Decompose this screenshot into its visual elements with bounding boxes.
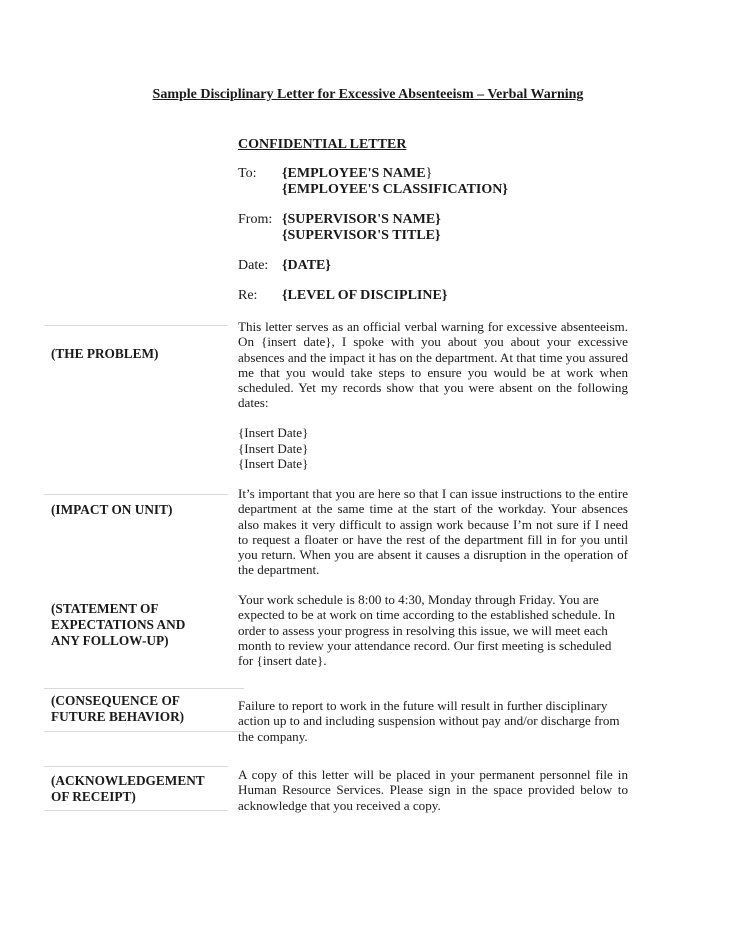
letter-title: Sample Disciplinary Letter for Excessive Absenteeism – Verbal Warning bbox=[152, 87, 584, 102]
discipline-level: {LEVEL OF DISCIPLINE} bbox=[282, 288, 448, 303]
absence-date: {Insert Date} bbox=[238, 425, 309, 440]
supervisor-name: {SUPERVISOR'S NAME} bbox=[282, 212, 441, 227]
confidential-heading: CONFIDENTIAL LETTER bbox=[238, 137, 407, 152]
date-value: {DATE} bbox=[282, 258, 331, 273]
employee-name bbox=[282, 166, 432, 182]
expectations-label-line-2: EXPECTATIONS AND bbox=[51, 617, 186, 632]
date-label: Date: bbox=[238, 258, 269, 273]
from-label: From: bbox=[238, 212, 273, 227]
consequence-label-line-2: FUTURE BEHAVIOR) bbox=[51, 709, 185, 724]
re-label: Re: bbox=[238, 288, 258, 303]
absence-date: {Insert Date} bbox=[238, 456, 309, 471]
consequence-paragraph: Failure to report to work in the future will result in further disciplinary action up to and including suspension without pay and/or discharge from the company. bbox=[238, 698, 620, 744]
expectations-label-line-1: (STATEMENT OF bbox=[51, 601, 159, 616]
absence-date: {Insert Date} bbox=[238, 440, 309, 456]
expectations-paragraph: Your work schedule is 8:00 to 4:30, Monday through Friday. You are expected to be at work on time according to the established schedule. In order to assess your progress in resolving this issue, we will meet each month to review your attendance record. Our first meeting is scheduled for {insert date}. bbox=[238, 592, 616, 669]
sidebar-rule bbox=[44, 766, 228, 767]
supervisor-title: {SUPERVISOR'S TITLE} bbox=[282, 228, 441, 243]
sidebar-rule bbox=[44, 688, 244, 689]
employee-classification: {EMPLOYEE'S CLASSIFICATION} bbox=[282, 182, 508, 197]
impact-paragraph: It’s important that you are here so that I can issue instructions to the entire department at the same time at the start of the workday. Your absences also makes it very difficult to assign work because I’m not sure if I need to request a floater or have the rest of the department fill in for you until you return. When you are absent it causes a disruption in the operation of the department. bbox=[238, 486, 628, 578]
employee-name-text: {EMPLOYEE'S NAME bbox=[282, 166, 426, 181]
expectations-label-line-3: ANY FOLLOW-UP) bbox=[51, 633, 169, 648]
sidebar-rule bbox=[44, 731, 244, 732]
sidebar-rule bbox=[44, 494, 228, 495]
consequence-label-line-1: (CONSEQUENCE OF bbox=[51, 693, 180, 708]
absence-dates-list bbox=[238, 425, 308, 472]
employee-name-brace: } bbox=[425, 166, 433, 181]
problem-paragraph: This letter serves as an official verbal warning for excessive absenteeism. On {insert date}, I spoke with you about you about your excessive absences and the impact it has on the department. At that time you assured me that you would take steps to ensure you would be at work when scheduled. Yet my records show that you were absent on the following dates: bbox=[238, 319, 628, 411]
acknowledgement-paragraph: A copy of this letter will be placed in your permanent personnel file in Human Resource Services. Please sign in the space provided below to acknowledge that you received a copy. bbox=[238, 767, 628, 813]
acknowledgement-label-line-1: (ACKNOWLEDGEMENT bbox=[51, 773, 205, 788]
sidebar-rule bbox=[44, 325, 228, 326]
impact-label: (IMPACT ON UNIT) bbox=[51, 502, 173, 517]
sidebar-rule bbox=[44, 810, 228, 811]
problem-label: (THE PROBLEM) bbox=[51, 346, 159, 361]
acknowledgement-label-line-2: OF RECEIPT) bbox=[51, 789, 136, 804]
to-label: To: bbox=[238, 166, 257, 181]
